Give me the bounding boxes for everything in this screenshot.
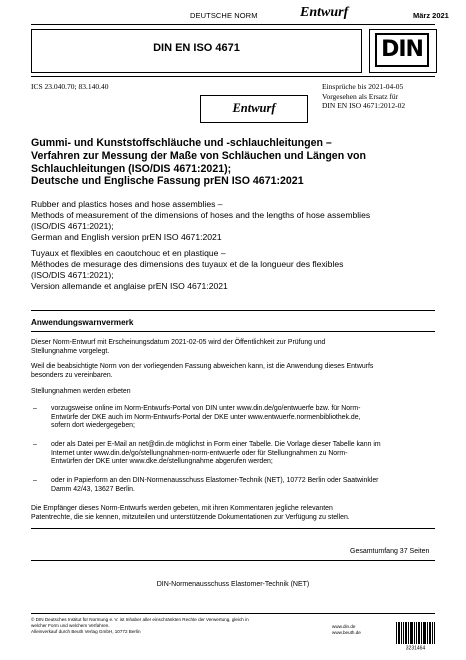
din-logo (375, 33, 429, 67)
french-title (31, 248, 435, 292)
einsprueche-info (322, 82, 405, 111)
bullet-line: vorzugsweise online im Norm-Entwurfs-Portal von DIN unter www.din.de/go/entwuerfe bzw. für Norm- (51, 405, 361, 412)
english-title-line: German and English version prEN ISO 4671:2021 (31, 232, 222, 242)
header-rule (31, 24, 435, 25)
entwurf-label: Entwurf (232, 101, 276, 115)
einsprueche-line: Einsprüche bis 2021-04-05 (322, 82, 404, 91)
title-rule (31, 76, 435, 77)
main-title-line: Verfahren zur Messung der Maße von Schläuchen und Längen von (31, 149, 366, 162)
einsprueche-line: DIN EN ISO 4671:2012-02 (322, 101, 406, 110)
bullet-line: oder als Datei per E-Mail an net@din.de möglichst in Form einer Tabelle. Die Vorlage dieser Tabelle kann im (51, 441, 381, 448)
pages-rule (31, 560, 435, 561)
entwurf-box (200, 95, 308, 123)
para-line: Dieser Norm-Entwurf mit Erscheinungsdatum 2021-02-05 wird der Öffentlichkeit zur Prüfung und (31, 339, 326, 346)
footer-line: welcher Form und welchem Verfahren. (31, 623, 110, 629)
english-title-line: (ISO/DIS 4671:2021); (31, 221, 114, 231)
barcode-image (396, 622, 435, 650)
para-line: besonders zu vereinbaren. (31, 371, 113, 379)
bullet-dash: – (33, 477, 37, 484)
din-logo-text: DIN (381, 37, 423, 62)
french-title-line: (ISO/DIS 4671:2021); (31, 270, 114, 280)
main-title-line: Schlauchleitungen (ISO/DIS 4671:2021); (31, 162, 232, 175)
para-line: Die Empfänger dieses Norm-Entwurfs werden gebeten, mit ihren Kommentaren jegliche relevanten (31, 505, 333, 512)
footer-websites (332, 624, 361, 636)
bullet-dash: – (33, 405, 37, 412)
anwendung-heading: Anwendungswarnvermerk (31, 318, 134, 327)
footer-rule (31, 613, 435, 614)
french-title-line: Méthodes de mesurage des dimensions des tuyaux et de la longueur des flexibles (31, 259, 344, 269)
einsprueche-line: Vorgesehen als Ersatz für (322, 91, 399, 101)
anwendung-para-3: Stellungnahmen werden erbeten (31, 388, 131, 395)
main-title (31, 137, 435, 188)
bullet-line: Damm 42/43, 13627 Berlin. (51, 485, 135, 493)
bullet-line: oder in Papierform an den DIN-Normenausschuss Elastomer-Technik (NET), 10772 Berlin oder Saatwinkler (51, 477, 379, 484)
total-pages: Gesamtumfang 37 Seiten (350, 548, 430, 555)
french-title-line: Tuyaux et flexibles en caoutchouc et en plastique – (31, 248, 226, 258)
footer-line: © DIN Deutsches Institut für Normung e. V. ist Inhaber aller einschränkten Rechte der Verwertung, gleich in (31, 617, 249, 622)
para-line: Stellungnahme vorgelegt. (31, 347, 110, 355)
anwendung-end-rule (31, 528, 435, 529)
english-title (31, 199, 435, 243)
header-date: März 2021 (413, 11, 449, 20)
anwendung-para-1 (31, 339, 435, 356)
bullet-dash: – (33, 441, 37, 448)
footer-line: Alleinverkauf durch Beuth Verlag GmbH, 10772 Berlin (31, 629, 141, 635)
main-title-line: Deutsche und Englische Fassung prEN ISO 4671:2021 (31, 175, 304, 188)
header-entwurf: Entwurf (300, 5, 349, 20)
barcode-number: 3231464 (405, 645, 426, 650)
para-line: Patentrechte, die sie kennen, mitzuteilen und unterstützende Dokumentationen zur Verfügung zu stellen. (31, 513, 350, 521)
anwendung-para-2 (31, 363, 435, 380)
section-rule (31, 310, 435, 311)
bullet-line: sofern dort wiedergegeben; (51, 422, 135, 430)
main-title-line: Gummi- und Kunststoffschläuche und -schlauchleitungen – (31, 137, 332, 149)
anwendung-rule (31, 331, 435, 332)
footer-link-din[interactable]: www.din.de (332, 624, 356, 629)
ics-codes: ICS 23.040.70; 83.140.40 (31, 82, 109, 91)
bullet-text (51, 477, 431, 494)
footer-link-beuth[interactable]: www.beuth.de (332, 630, 361, 636)
bullet-text (51, 441, 431, 467)
document-number-box (31, 29, 362, 73)
footer-copyright (31, 617, 251, 636)
french-title-line: Version allemande et anglaise prEN ISO 4671:2021 (31, 281, 228, 291)
anwendung-para-4 (31, 505, 435, 522)
bullet-line: Entwürfen der DKE unter www.dke.de/stellungnahme abgerufen werden; (51, 458, 273, 466)
para-line: Weil die beabsichtigte Norm von der vorliegenden Fassung abweichen kann, ist die Anwendung dieses Entwurfs (31, 363, 374, 370)
english-title-line: Methods of measurement of the dimensions of hoses and the lengths of hose assemblies (31, 210, 371, 220)
bullet-line: Internet unter www.din.de/go/stellungnahmen-norm-entwuerfe oder für Stellungnahmen zu Norm- (51, 449, 348, 457)
norm-label: DEUTSCHE NORM (190, 11, 258, 20)
normenausschuss: DIN-Normenausschuss Elastomer-Technik (NET) (156, 581, 310, 588)
bullet-line: Entwürfe der DKE auch im Norm-Entwurfs-Portal der DKE unter www.entwuerfe.normenbibliothek.de, (51, 413, 361, 421)
bullet-text (51, 405, 431, 431)
english-title-line: Rubber and plastics hoses and hose assemblies – (31, 199, 223, 209)
document-number: DIN EN ISO 4671 (153, 42, 240, 54)
